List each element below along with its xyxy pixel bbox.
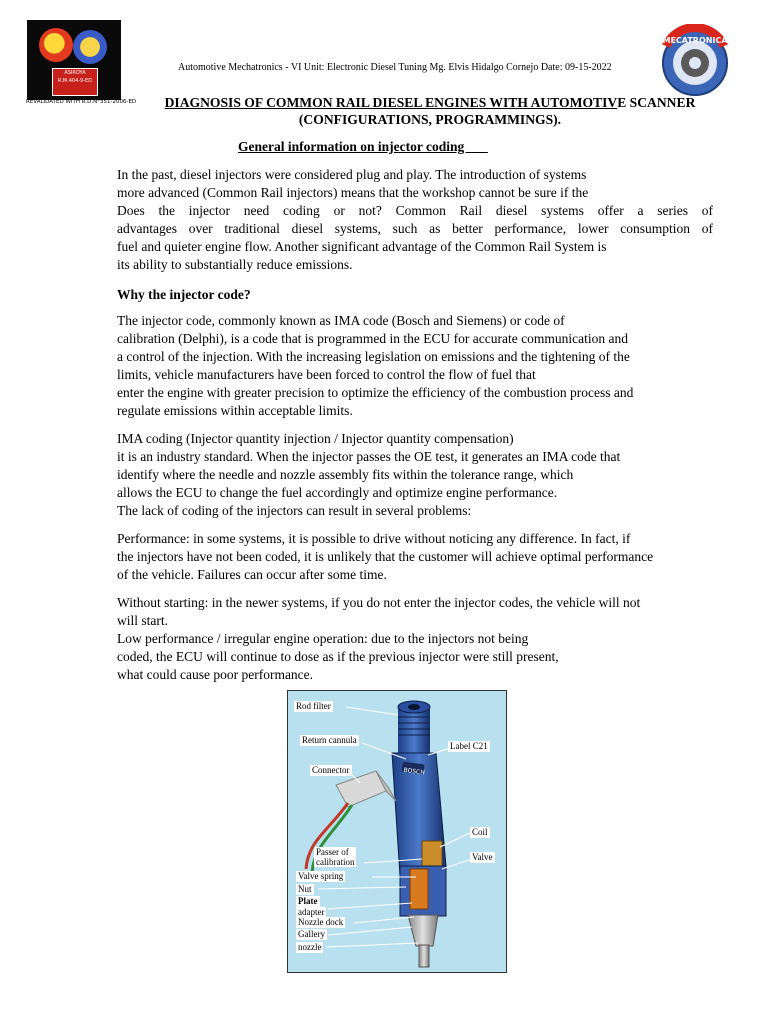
text-line: IMA coding (Injector quantity injection / Injector quantity compensation)	[117, 431, 514, 446]
passer-line2: calibration	[316, 857, 355, 867]
text-line: The injector code, commonly known as IMA code (Bosch and Siemens) or code of	[117, 313, 565, 328]
label-valve-spring: Valve spring	[298, 871, 344, 881]
text-line: it is an industry standard. When the injector passes the OE test, it generates an IMA code that	[117, 449, 621, 464]
label-c21: Label C21	[450, 741, 488, 751]
label-rod-filter: Rod filter	[296, 701, 331, 711]
text-line: In the past, diesel injectors were considered plug and play. The introduction of systems	[117, 167, 587, 182]
paragraph-ima-coding	[117, 430, 713, 520]
text-line: coded, the ECU will continue to dose as if the previous injector were still present,	[117, 649, 559, 664]
title-rest-line1: E SCANNER	[617, 95, 696, 110]
title-line2: (CONFIGURATIONS, PROGRAMMINGS).	[298, 112, 562, 127]
label-adapter: adapter	[298, 907, 325, 917]
title-underlined-part: DIAGNOSIS OF COMMON RAIL DIESEL ENGINES WITH AUTOMOTIV	[164, 95, 618, 110]
logo-text-2: R.M.404-9-ED	[57, 78, 93, 84]
text-line: advantages over traditional diesel systems, such as better performance, lower consumption of	[117, 221, 713, 236]
label-valve: Valve	[472, 852, 493, 862]
label-gallery: Gallery	[298, 929, 325, 939]
text-line: enter the engine with greater precision to optimize the efficiency of the combustion process and	[117, 385, 634, 400]
text-line: the injectors have not been coded, it is unlikely that the customer will achieve optimal performance	[117, 549, 654, 564]
text-line: limits, vehicle manufacturers have been forced to control the flow of fuel that	[117, 367, 536, 382]
text-line: will start.	[117, 613, 168, 628]
text-line: Does the injector need coding or not? Common Rail diesel systems offer a series of	[117, 203, 713, 218]
paragraph-injector-code	[117, 312, 713, 420]
logo-text-1: ASIROYA	[64, 70, 86, 76]
injector-diagram	[287, 690, 507, 973]
text-line: Without starting: in the newer systems, if you do not enter the injector codes, the vehicle will not	[117, 595, 641, 610]
moon-emblem-icon	[73, 30, 107, 64]
text-line: what could cause poor performance.	[117, 667, 314, 682]
sun-emblem-icon	[39, 28, 73, 62]
label-nozzle: nozzle	[298, 942, 322, 952]
section-heading: General information on injector coding	[238, 139, 488, 154]
text-line: The lack of coding of the injectors can result in several problems:	[117, 503, 472, 518]
text-line: of the vehicle. Failures can occur after some time.	[117, 567, 387, 582]
text-line: regulate emissions within acceptable limits.	[117, 403, 353, 418]
label-coil: Coil	[472, 827, 488, 837]
logo-caption: REVALIDATED WITH R.D.N°351-2006-ED	[26, 99, 137, 105]
label-nut: Nut	[298, 884, 312, 894]
institution-logo	[27, 20, 121, 100]
text-line: Performance: in some systems, it is possible to drive without noticing any difference. In fact, if	[117, 531, 631, 546]
label-passer-of-calibration	[314, 847, 356, 867]
text-line: calibration (Delphi), is a code that is programmed in the ECU for accurate communication and	[117, 331, 628, 346]
label-connector: Connector	[312, 765, 350, 775]
text-line: a control of the injection. With the increasing legislation on emissions and the tightening of the	[117, 349, 630, 364]
logo-right-text: MECATRONICA	[662, 36, 728, 45]
text-line: more advanced (Common Rail injectors) means that the workshop cannot be sure if the	[117, 185, 589, 200]
logo-panel	[52, 68, 98, 96]
body-print: BOSCH	[403, 766, 426, 777]
label-plate: Plate	[298, 896, 318, 906]
text-line: allows the ECU to change the fuel accordingly and optimize engine performance.	[117, 485, 558, 500]
text-line: its ability to substantially reduce emissions.	[117, 257, 353, 272]
injector-top	[398, 701, 430, 755]
text-line: identify where the needle and nozzle assembly fits within the tolerance range, which	[117, 467, 574, 482]
paragraph-performance	[117, 530, 713, 584]
mechatronics-logo	[658, 24, 732, 98]
label-nozzle-dock: Nozzle dock	[298, 917, 344, 927]
why-heading: Why the injector code?	[117, 287, 251, 302]
text-line: fuel and quieter engine flow. Another significant advantage of the Common Rail System is	[117, 239, 607, 254]
label-return-cannula: Return cannula	[302, 735, 357, 745]
course-header: Automotive Mechatronics - VI Unit: Electronic Diesel Tuning Mg. Elvis Hidalgo Cornejo Date: 09-15-2022	[178, 62, 612, 73]
document-title	[110, 94, 750, 128]
paragraph-intro	[117, 166, 713, 274]
text-line: Low performance / irregular engine operation: due to the injectors not being	[117, 631, 529, 646]
passer-line1: Passer of	[316, 847, 349, 857]
paragraph-without-starting	[117, 594, 713, 684]
